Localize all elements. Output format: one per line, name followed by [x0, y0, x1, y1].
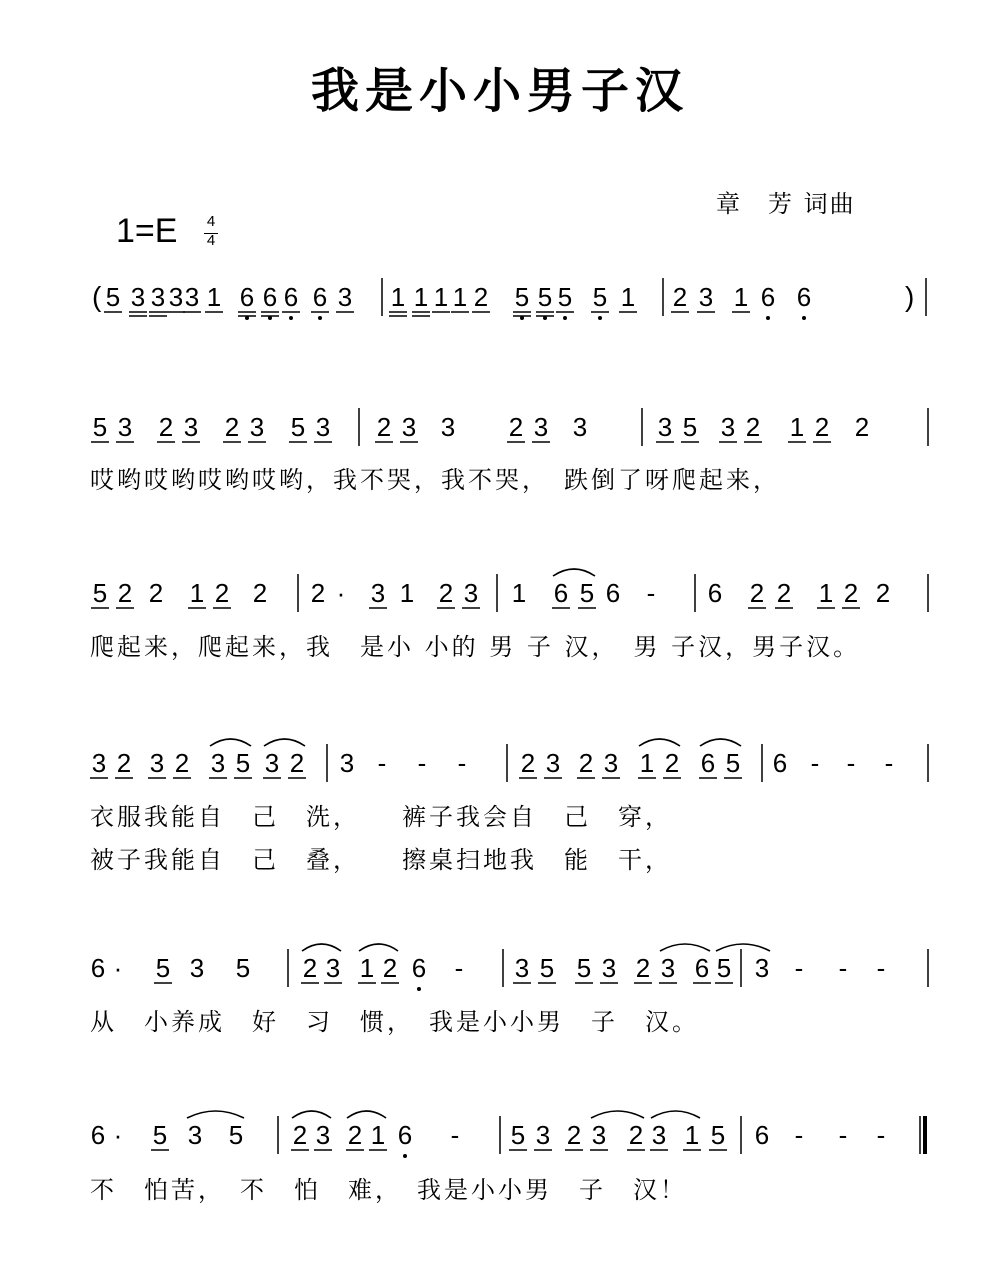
note: 6 [694, 953, 710, 983]
note: 3 [337, 282, 353, 312]
note: 1 [189, 578, 205, 608]
note: 6 [700, 748, 716, 778]
note: 2 [302, 953, 318, 983]
note: 5 [514, 282, 530, 312]
note: 5 [92, 412, 108, 442]
note: 2 [310, 578, 326, 608]
note: 2 [854, 412, 870, 442]
note: 1 [413, 282, 429, 312]
note: 2 [776, 578, 792, 608]
note: 2 [174, 748, 190, 778]
paren-close: ) [905, 281, 915, 312]
lyric-line: 爬起来，爬起来，我 是小 小的 男 子 汉， 男 子汉，男子汉。 [90, 633, 861, 661]
slur [660, 944, 710, 951]
note: 2 [749, 578, 765, 608]
note: 3 [603, 748, 619, 778]
note: 3 [651, 1120, 667, 1150]
note: 3 [315, 412, 331, 442]
note: - [838, 953, 848, 983]
note: 3 [370, 578, 386, 608]
note: 5 [710, 1120, 726, 1150]
note: 3 [189, 953, 205, 983]
note: 3 [601, 953, 617, 983]
slur [347, 1111, 386, 1118]
note: 3 [657, 412, 673, 442]
note: 1 [620, 282, 636, 312]
note: 5 [539, 953, 555, 983]
note: 5 [290, 412, 306, 442]
note: 2 [382, 953, 398, 983]
note: - [846, 748, 856, 778]
low-octave-dot [802, 316, 806, 320]
note: 3 [698, 282, 714, 312]
note: - [646, 578, 656, 608]
note: 2 [814, 412, 830, 442]
note: 6 [796, 282, 812, 312]
note: 6 [772, 748, 788, 778]
note: - [794, 1120, 804, 1150]
slur [264, 739, 305, 746]
low-octave-dot [318, 316, 322, 320]
note: 2 [292, 1120, 308, 1150]
note: 5 [579, 578, 595, 608]
note: 2 [252, 578, 268, 608]
note: 5 [725, 748, 741, 778]
note: 2 [843, 578, 859, 608]
slur [591, 1111, 644, 1118]
note: 5 [235, 953, 251, 983]
low-octave-dot [563, 316, 567, 320]
low-octave-dot [289, 316, 293, 320]
note: 5 [235, 748, 251, 778]
note: - [377, 748, 387, 778]
note: 2 [347, 1120, 363, 1150]
note: 5 [716, 953, 732, 983]
slur [716, 944, 770, 951]
note: 5 [92, 578, 108, 608]
slur [700, 739, 741, 746]
note: 6 [411, 953, 427, 983]
note: 6 [283, 282, 299, 312]
note: 3 [535, 1120, 551, 1150]
note: · [113, 1120, 123, 1150]
note: 6 [312, 282, 328, 312]
note: 6 [754, 1120, 770, 1150]
note: 5 [152, 1120, 168, 1150]
note: 5 [228, 1120, 244, 1150]
note: 6 [239, 282, 255, 312]
note: 2 [635, 953, 651, 983]
low-octave-dot [766, 316, 770, 320]
note: 5 [557, 282, 573, 312]
note: 2 [116, 748, 132, 778]
note: 3 [210, 748, 226, 778]
note: 3 [325, 953, 341, 983]
note: 5 [510, 1120, 526, 1150]
time-signature-bottom: 4 [206, 232, 216, 249]
note: 3 [130, 282, 146, 312]
note: 3 [533, 412, 549, 442]
note: 6 [605, 578, 621, 608]
slur [651, 1111, 700, 1118]
note: 2 [224, 412, 240, 442]
note: 3 [463, 578, 479, 608]
note: 3 [720, 412, 736, 442]
note: 3 [545, 748, 561, 778]
note: 5 [682, 412, 698, 442]
note: 3 [660, 953, 676, 983]
note: 6 [262, 282, 278, 312]
note: 3 [591, 1120, 607, 1150]
note: 3 [168, 282, 184, 312]
note: 1 [733, 282, 749, 312]
note: 2 [664, 748, 680, 778]
slur [359, 944, 398, 951]
note: - [810, 748, 820, 778]
lyric-line: 从 小养成 好 习 惯， 我是小小男 子 汉。 [90, 1008, 699, 1036]
note: 3 [249, 412, 265, 442]
note: 3 [117, 412, 133, 442]
note: 5 [537, 282, 553, 312]
note: 1 [370, 1120, 386, 1150]
note: 3 [514, 953, 530, 983]
note: 5 [105, 282, 121, 312]
lyric-line: 哎哟哎哟哎哟哎哟，我不哭，我不哭， 跌倒了呀爬起来， [90, 466, 780, 494]
note: 3 [339, 748, 355, 778]
note: - [884, 748, 894, 778]
note: 3 [149, 748, 165, 778]
note: 2 [628, 1120, 644, 1150]
low-octave-dot [598, 316, 602, 320]
note: 1 [390, 282, 406, 312]
note: 2 [520, 748, 536, 778]
note: 6 [553, 578, 569, 608]
note: - [454, 953, 464, 983]
composer-credit: 章 芳 词曲 [716, 190, 856, 218]
note: - [450, 1120, 460, 1150]
note: 1 [684, 1120, 700, 1150]
note: 3 [754, 953, 770, 983]
note: · [336, 578, 346, 608]
note: 2 [438, 578, 454, 608]
note: 5 [592, 282, 608, 312]
note: 6 [397, 1120, 413, 1150]
note: 1 [511, 578, 527, 608]
note: · [113, 953, 123, 983]
lyric-line: 衣服我能自 己 洗， 裤子我会自 己 穿， [90, 803, 672, 831]
note: 3 [183, 412, 199, 442]
note: 1 [206, 282, 222, 312]
note: 3 [572, 412, 588, 442]
note: 6 [707, 578, 723, 608]
note: 5 [155, 953, 171, 983]
note: 1 [789, 412, 805, 442]
note: 2 [473, 282, 489, 312]
low-octave-dot [403, 1154, 407, 1158]
note: 2 [158, 412, 174, 442]
note: 1 [818, 578, 834, 608]
note: 2 [289, 748, 305, 778]
slur [553, 569, 595, 576]
note: 2 [376, 412, 392, 442]
slur [210, 739, 251, 746]
note: 1 [639, 748, 655, 778]
note: 2 [745, 412, 761, 442]
note: - [794, 953, 804, 983]
note: 2 [566, 1120, 582, 1150]
slur [639, 739, 680, 746]
note: 1 [452, 282, 468, 312]
key-signature: 1=E [116, 212, 178, 250]
note: 2 [672, 282, 688, 312]
note: - [838, 1120, 848, 1150]
note: 3 [150, 282, 166, 312]
note: 2 [148, 578, 164, 608]
note: 6 [760, 282, 776, 312]
note: 2 [117, 578, 133, 608]
note: - [457, 748, 467, 778]
note: 1 [399, 578, 415, 608]
song-title: 我是小小男子汉 [310, 63, 689, 119]
note: 2 [214, 578, 230, 608]
paren-open: ( [92, 281, 102, 312]
note: 5 [576, 953, 592, 983]
note: 3 [187, 1120, 203, 1150]
lyric-line: 被子我能自 己 叠， 擦桌扫地我 能 干， [90, 846, 672, 874]
slur [292, 1111, 331, 1118]
note: 3 [264, 748, 280, 778]
note: 3 [315, 1120, 331, 1150]
note: 2 [508, 412, 524, 442]
low-octave-dot [417, 987, 421, 991]
slur [302, 944, 341, 951]
note: 3 [91, 748, 107, 778]
time-signature-top: 4 [206, 213, 216, 230]
note: 3 [184, 282, 200, 312]
note: - [876, 1120, 886, 1150]
slur [187, 1111, 244, 1118]
lyric-line: 不 怕苦， 不 怕 难， 我是小小男 子 汉！ [90, 1176, 687, 1204]
note: 2 [578, 748, 594, 778]
note: - [417, 748, 427, 778]
note: 6 [90, 1120, 106, 1150]
note: - [876, 953, 886, 983]
note: 6 [90, 953, 106, 983]
note: 1 [359, 953, 375, 983]
note: 3 [440, 412, 456, 442]
note: 2 [875, 578, 891, 608]
note: 3 [401, 412, 417, 442]
note: 1 [433, 282, 449, 312]
